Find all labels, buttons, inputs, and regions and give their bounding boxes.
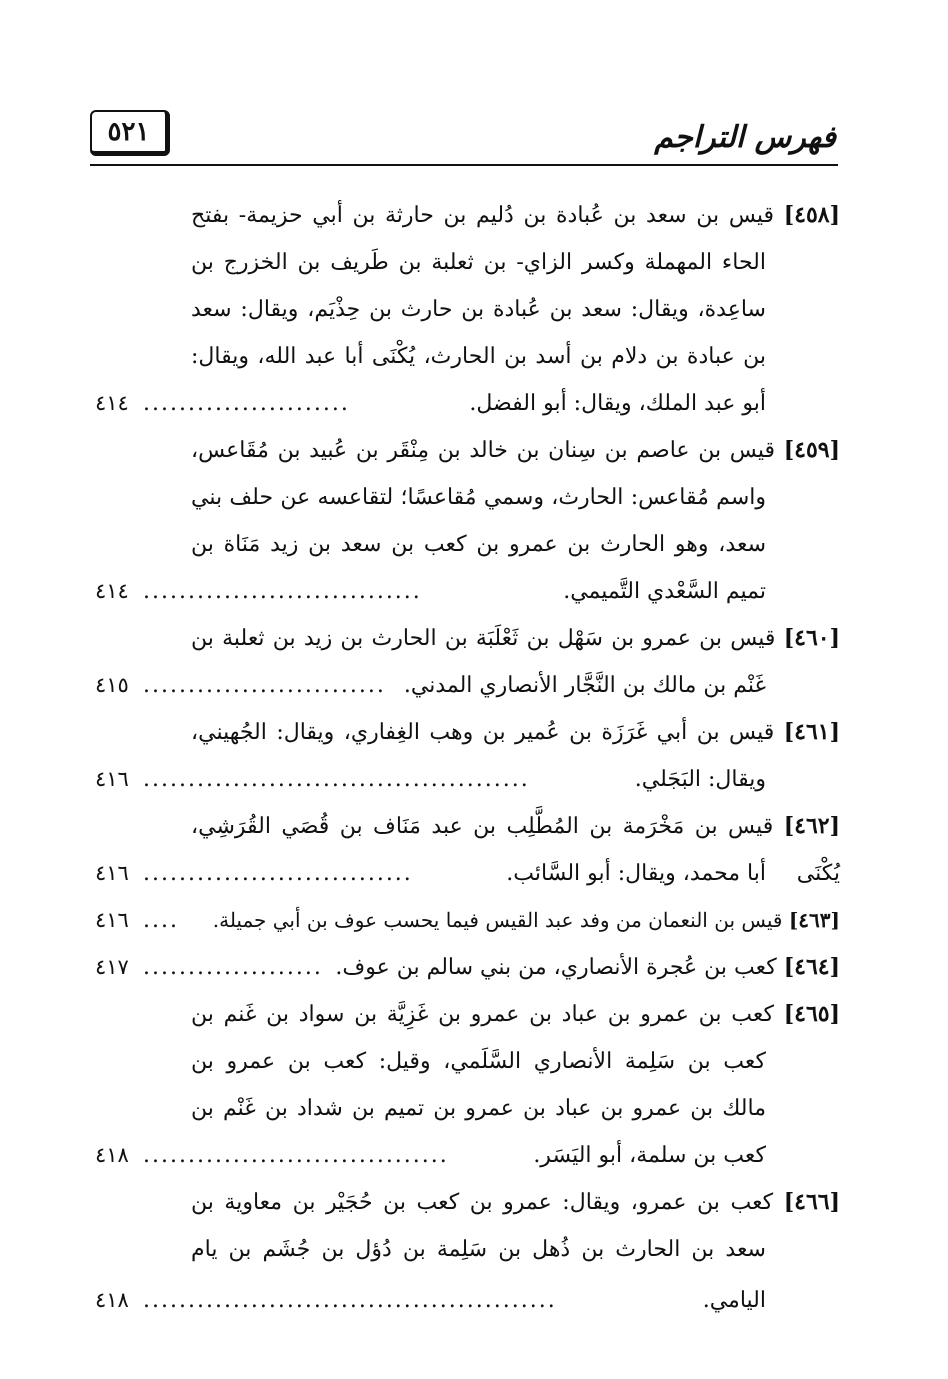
entry-text: الحاء المهملة وكسر الزاي- بن ثعلبة بن طَريف بن الخزرج بن: [191, 250, 766, 275]
entry-text: قيس بن عمرو بن سَهْل بن ثَعْلَبَة بن الحارث بن زيد بن ثعلبة بن: [191, 626, 776, 651]
entry-text: كعب بن عمرو، ويقال: عمرو بن كعب بن حُجَيْر بن معاوية بن: [191, 1190, 774, 1215]
leader-dots: ...........................: [143, 673, 386, 698]
leader-dots: ....: [143, 908, 179, 933]
page-header: [90, 110, 838, 168]
index-line: [95, 1132, 840, 1179]
page-reference: ٤١٨: [95, 1143, 129, 1167]
entry-number: [٤٦٢]: [783, 813, 840, 839]
index-line: [95, 521, 840, 568]
biographies-index: [95, 192, 840, 1324]
index-line: [95, 1226, 840, 1273]
entry-text: مالك بن عمرو بن عباد بن عمرو بن تميم بن شداد بن غَنْم بن: [191, 1096, 766, 1121]
entry-number: [٤٦٦]: [783, 1189, 840, 1215]
page-reference: ٤١٦: [95, 767, 129, 791]
leader-dots: ...........................................: [143, 767, 530, 792]
index-line: [95, 286, 840, 333]
index-line: [95, 615, 840, 662]
leader-dots: ..................................: [143, 1143, 449, 1168]
index-line: [95, 568, 840, 615]
entry-number: [٤٦٤]: [783, 954, 840, 980]
entry-text: بن عبادة بن دلام بن أسد بن الحارث، يُكْنَى أبا عبد الله، ويقال:: [191, 344, 766, 369]
page-reference: ٤١٧: [95, 955, 129, 979]
entry-text: ساعِدة، ويقال: سعد بن عُبادة بن حارث بن حِذْيَم، ويقال: سعد: [191, 297, 766, 322]
page-reference: ٤١٨: [95, 1288, 129, 1312]
index-line: [95, 239, 840, 286]
index-line: [95, 944, 840, 991]
page-title: فهرس التراجم: [654, 120, 836, 155]
leader-dots: ..............................................: [143, 1288, 557, 1313]
entry-text: تميم السَّعْدي التَّميمي.: [563, 579, 766, 604]
entry-number: [٤٦٠]: [783, 625, 840, 651]
entry-text: قيس بن عاصم بن سِنان بن خالد بن مِنْقَر بن عُبيد بن مُقَاعس،: [191, 438, 775, 463]
page-reference: ٤١٤: [95, 391, 129, 415]
entry-text: قيس بن مَخْرَمة بن المُطَّلِب بن عبد مَنَاف بن قُصَي القُرَشِي، يُكْنَى: [191, 814, 840, 886]
entry-text: ويقال: البَجَلي.: [634, 767, 766, 792]
page-number: ٥٢١: [90, 110, 170, 156]
entry-number: [٤٥٩]: [783, 437, 840, 463]
index-line: [95, 897, 840, 944]
leader-dots: ....................: [143, 955, 323, 980]
entry-text: غَنْم بن مالك بن النَّجَّار الأنصاري المدني.: [403, 673, 766, 698]
index-line: [95, 1179, 840, 1226]
index-line: [95, 333, 840, 380]
entry-number: [٤٦١]: [783, 719, 840, 745]
entry-text: كعب بن عُجرة الأنصاري، من بني سالم بن عوف.: [335, 955, 777, 980]
entry-text: قيس بن أبي غَرَزَة بن عُمير بن وهب الغِفاري، ويقال: الجُهيني،: [191, 720, 775, 745]
entry-text: سعد، وهو الحارث بن عمرو بن كعب بن سعد بن زيد مَنَاة بن: [191, 532, 766, 557]
leader-dots: .......................: [143, 391, 350, 416]
entry-number: [٤٥٨]: [783, 202, 840, 228]
entry-text: قيس بن سعد بن عُبادة بن دُليم بن حارثة بن أبي حزيمة- بفتح: [191, 203, 775, 228]
leader-dots: ...............................: [143, 579, 422, 604]
page-reference: ٤١٤: [95, 579, 129, 603]
index-line: [95, 427, 840, 474]
index-line: [95, 850, 840, 897]
header-rule: [90, 164, 838, 166]
index-line: [95, 709, 840, 756]
index-line: [95, 662, 840, 709]
entry-text: أبا محمد، ويقال: أبو السَّائب.: [506, 861, 766, 886]
index-line: [95, 991, 840, 1038]
index-line: [95, 756, 840, 803]
entry-number: [٤٦٥]: [783, 1001, 840, 1027]
entry-text: قيس بن النعمان من وفد عبد القيس فيما يحسب عوف بن أبي جميلة.: [212, 908, 783, 932]
index-line: [95, 1038, 840, 1085]
index-line: [95, 380, 840, 427]
entry-text: اليامي.: [702, 1288, 766, 1313]
page-reference: ٤١٥: [95, 673, 129, 697]
entry-text: كعب بن سَلِمة الأنصاري السَّلَمي، وقيل: كعب بن عمرو بن: [191, 1049, 766, 1074]
entry-text: كعب بن سلمة، أبو اليَسَر.: [533, 1143, 766, 1168]
index-line: [95, 474, 840, 521]
entry-text: كعب بن عمرو بن عباد بن عمرو بن غَزِيَّة بن سواد بن غَنم بن: [191, 1002, 774, 1027]
leader-dots: ..............................: [143, 861, 413, 886]
entry-text: واسم مُقاعس: الحارث، وسمي مُقاعسًا؛ لتقاعسه عن حلف بني: [191, 485, 766, 510]
page-reference: ٤١٦: [95, 908, 129, 932]
entry-number: [٤٦٣]: [788, 908, 840, 932]
index-line: [95, 1277, 840, 1324]
page-reference: ٤١٦: [95, 861, 129, 885]
index-line: [95, 1085, 840, 1132]
entry-text: أبو عبد الملك، ويقال: أبو الفضل.: [469, 391, 766, 416]
entry-text: سعد بن الحارث بن ذُهل بن سَلِمة بن دُؤل بن جُشَم بن يام: [191, 1237, 766, 1262]
index-line: [95, 192, 840, 239]
